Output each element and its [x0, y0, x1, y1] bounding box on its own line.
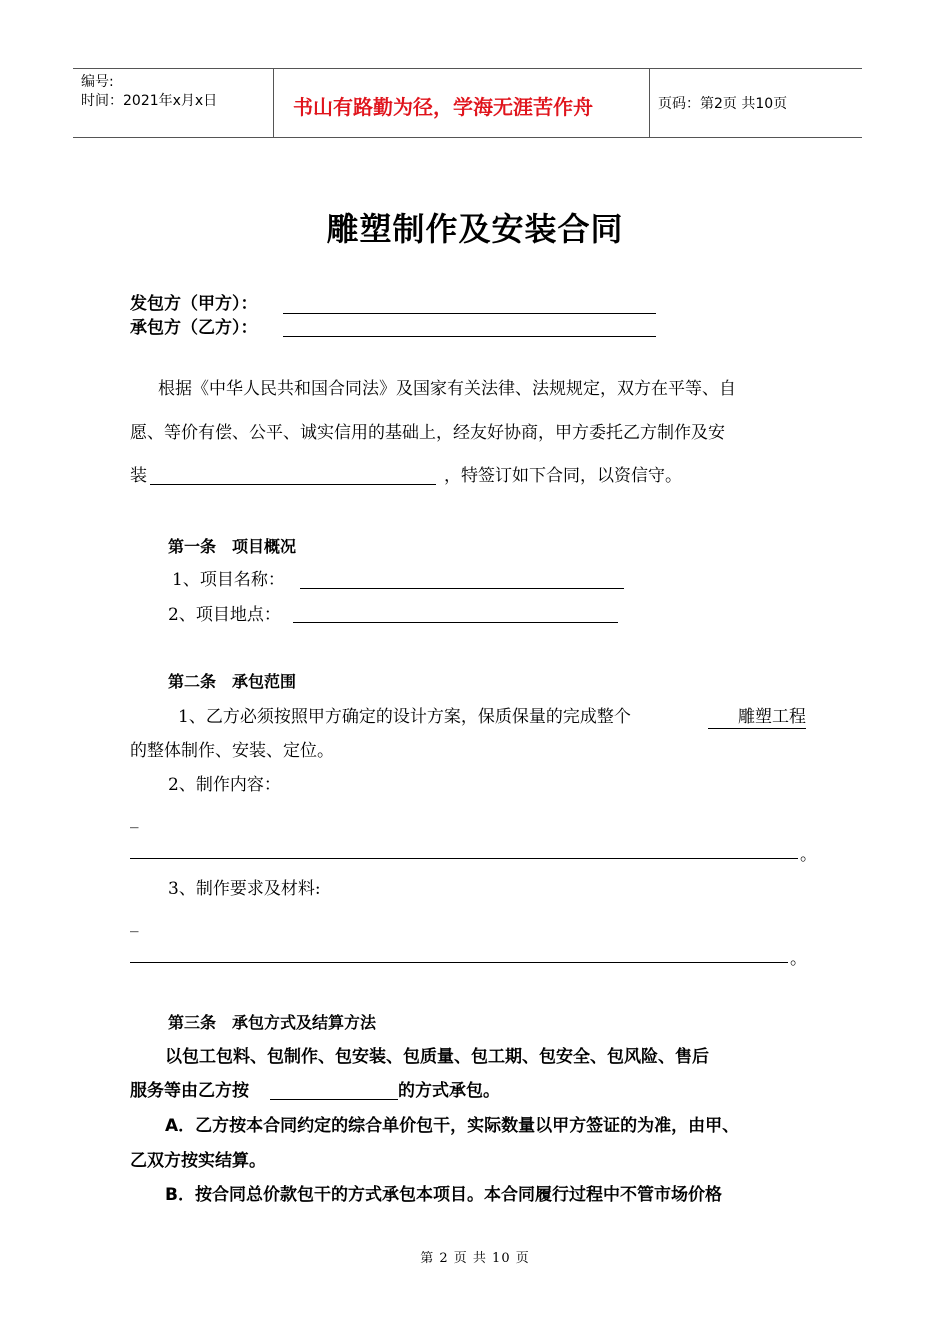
document-title: 雕塑制作及安装合同: [326, 210, 624, 248]
header-motto: 书山有路勤为径，学海无涯苦作舟: [293, 95, 593, 119]
project-name-blank[interactable]: [300, 588, 624, 589]
page-footer: 第 2 页 共 10 页: [420, 1251, 530, 1266]
production-content-label: 2、制作内容：: [168, 775, 281, 795]
scope-fill: 雕塑工程: [708, 706, 806, 729]
preamble-line: 愿、等价有偿、公平、诚实信用的基础上，经友好协商，甲方委托乙方制作及安: [130, 423, 725, 443]
period: 。: [790, 949, 807, 969]
blank-dash: _: [130, 809, 139, 829]
article-heading: 第一条 项目概况: [168, 537, 297, 556]
article3-option-a: A．乙方按本合同约定的综合单价包干，实际数量以甲方签证的为准，由甲、: [165, 1116, 740, 1136]
header-page-info: 页码：第2页 共10页: [658, 96, 788, 112]
scope-item-1-cont: 的整体制作、安装、定位。: [130, 741, 334, 761]
page-header: [73, 68, 862, 138]
contract-method-blank[interactable]: [270, 1099, 398, 1100]
article3-paragraph: 服务等由乙方按: [130, 1081, 249, 1101]
period: 。: [800, 845, 817, 865]
article-heading: 第二条 承包范围: [168, 672, 297, 691]
project-location-label: 2、项目地点：: [168, 605, 281, 625]
scope-item-1: 1、乙方必须按照甲方确定的设计方案，保质保量的完成整个: [178, 707, 631, 727]
header-divider: [273, 69, 274, 137]
project-name-label: 1、项目名称：: [172, 570, 285, 590]
blank-dash: _: [130, 913, 139, 933]
preamble-line: 装: [130, 466, 147, 486]
article3-paragraph: 的方式承包。: [398, 1081, 500, 1101]
article3-option-a: 乙双方按实结算。: [130, 1151, 266, 1171]
header-number: 编号:: [81, 74, 114, 90]
production-content-blank[interactable]: [130, 858, 798, 859]
requirements-blank[interactable]: [130, 962, 788, 963]
preamble-line: 根据《中华人民共和国合同法》及国家有关法律、法规规定，双方在平等、自: [158, 379, 736, 399]
party-b-label: 承包方（乙方）：: [130, 318, 258, 338]
party-b-blank[interactable]: [283, 336, 656, 337]
party-a-label: 发包方（甲方）：: [130, 294, 258, 314]
article-heading: 第三条 承包方式及结算方法: [168, 1013, 377, 1032]
article3-option-b: B．按合同总价款包干的方式承包本项目。本合同履行过程中不管市场价格: [165, 1185, 722, 1205]
header-time: 时间：2021年x月x日: [81, 93, 218, 109]
preamble-line: ，特签订如下合同，以资信守。: [444, 466, 682, 486]
party-a-blank[interactable]: [283, 313, 656, 314]
preamble-blank[interactable]: [150, 484, 436, 485]
header-divider: [649, 69, 650, 137]
project-location-blank[interactable]: [293, 622, 618, 623]
article3-paragraph: 以包工包料、包制作、包安装、包质量、包工期、包安全、包风险、售后: [165, 1047, 709, 1067]
requirements-label: 3、制作要求及材料:: [168, 879, 321, 899]
